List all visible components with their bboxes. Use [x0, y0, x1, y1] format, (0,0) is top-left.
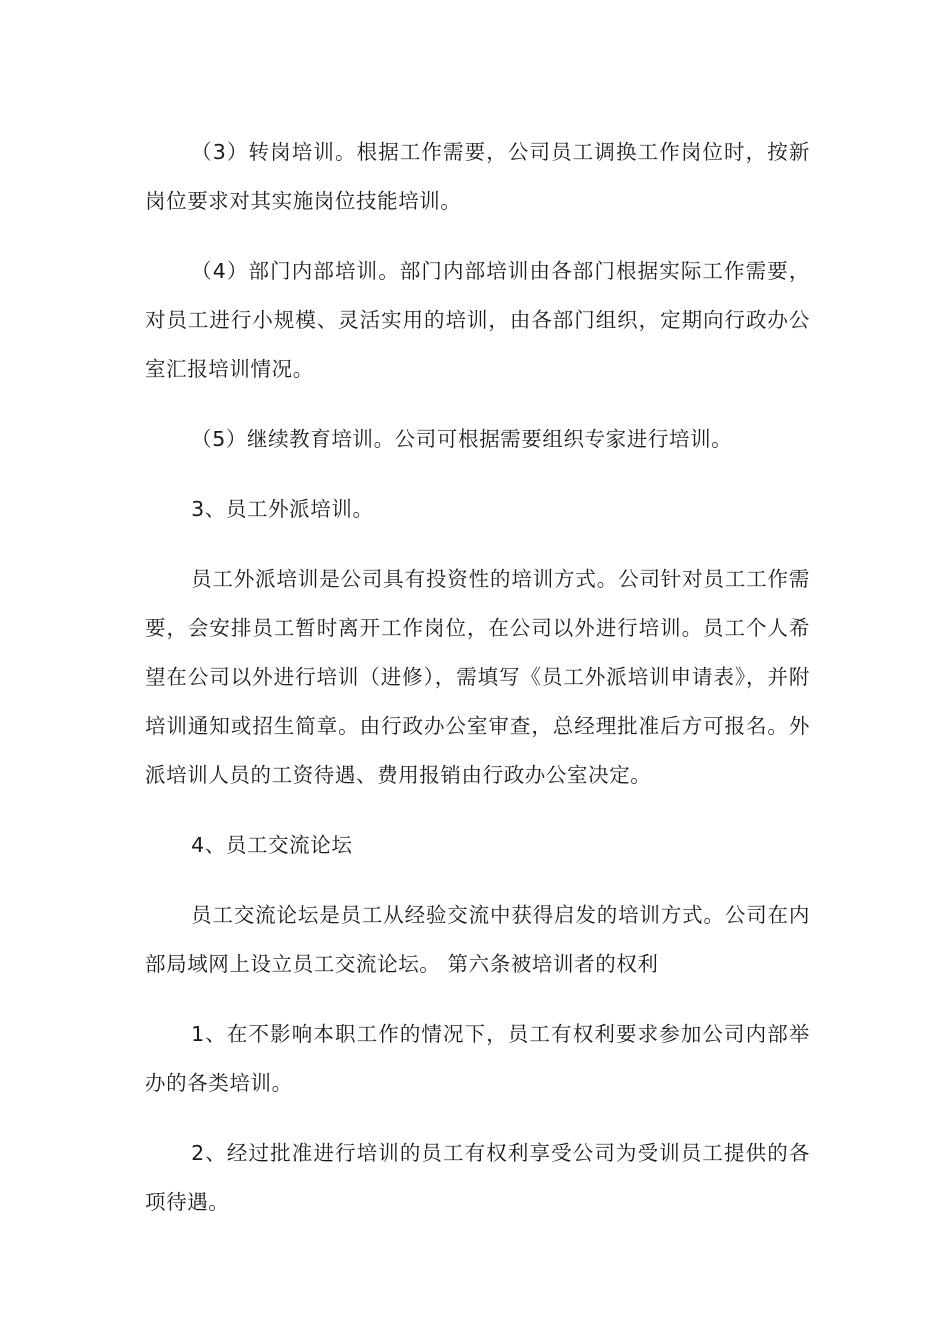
paragraph-exchange-forum: 员工交流论坛是员工从经验交流中获得启发的培训方式。公司在内部局域网上设立员工交流论坛。 第六条被培训者的权利: [145, 903, 810, 976]
paragraph-external-training: 员工外派培训是公司具有投资性的培训方式。公司针对员工工作需要，会安排员工暂时离开工作岗位，在公司以外进行培训。员工个人希望在公司以外进行培训（进修），需填写《员工外派培训申请表》，并附培训通知或招生简章。由行政办公室审查，总经理批准后方可报名。外派培训人员的工资待遇、费用报销由行政办公室决定。: [145, 567, 810, 787]
document-body: [145, 128, 810, 1248]
paragraph-right-1: 1、在不影响本职工作的情况下，员工有权利要求参加公司内部举办的各类培训。: [145, 1022, 810, 1095]
paragraph-department-training: （4）部门内部培训。部门内部培训由各部门根据实际工作需要，对员工进行小规模、灵活实用的培训，由各部门组织，定期向行政办公室汇报培训情况。: [145, 259, 810, 381]
heading-exchange-forum: 4、员工交流论坛: [191, 833, 353, 857]
paragraph-continuing-education: （5）继续教育培训。公司可根据需要组织专家进行培训。: [191, 427, 733, 451]
paragraph-right-2: 2、经过批准进行培训的员工有权利享受公司为受训员工提供的各项待遇。: [145, 1141, 810, 1214]
heading-external-training: 3、员工外派培训。: [191, 497, 374, 521]
paragraph-transfer-training: （3）转岗培训。根据工作需要，公司员工调换工作岗位时，按新岗位要求对其实施岗位技能培训。: [145, 140, 810, 213]
